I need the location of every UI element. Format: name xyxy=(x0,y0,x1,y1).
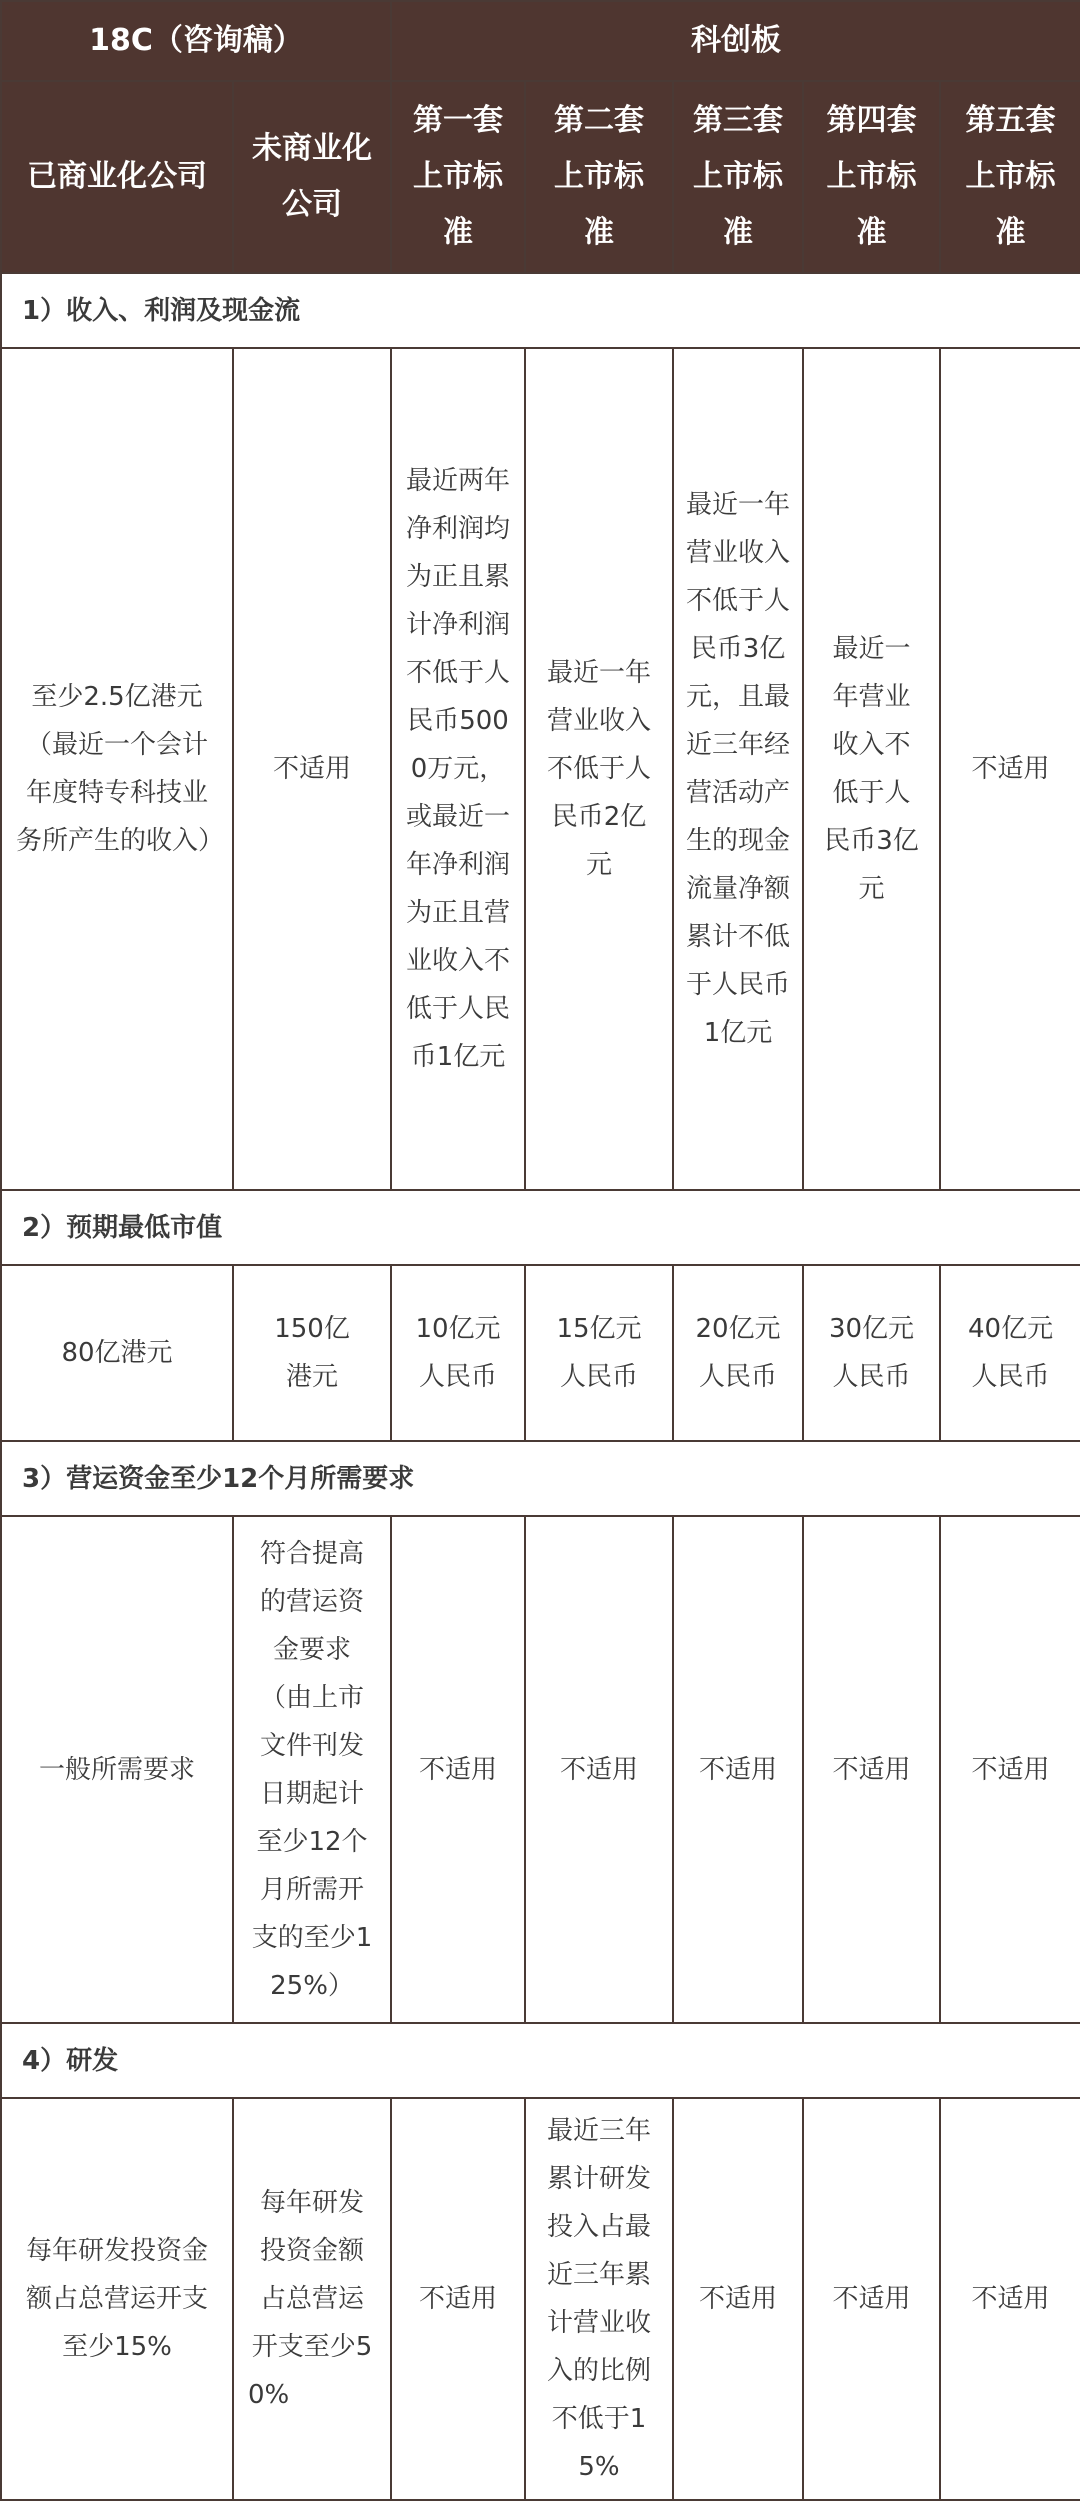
header-standard-2: 第二套上市标准 xyxy=(525,81,673,273)
cell-wc-commercial: 一般所需要求 xyxy=(1,1516,233,2023)
cell-wc-std1: 不适用 xyxy=(391,1516,525,2023)
section-row-market-cap xyxy=(1,1190,1080,1265)
cell-income-commercial: 至少2.5亿港元（最近一个会计年度特专科技业务所产生的收入） xyxy=(1,348,233,1190)
header-standard-4: 第四套上市标准 xyxy=(803,81,940,273)
cell-wc-std4: 不适用 xyxy=(803,1516,940,2023)
table-row-market-cap xyxy=(1,1265,1080,1441)
cell-income-precommercial: 不适用 xyxy=(233,348,391,1190)
cell-rd-std1: 不适用 xyxy=(391,2098,525,2500)
header-group-row xyxy=(1,1,1080,81)
section-title-rd: 4）研发 xyxy=(1,2023,1080,2098)
cell-income-std2: 最近一年营业收入不低于人民币2亿元 xyxy=(525,348,673,1190)
cell-rd-std3: 不适用 xyxy=(673,2098,803,2500)
cell-income-std3: 最近一年营业收入不低于人民币3亿元，且最近三年经营活动产生的现金流量净额累计不低于人民币1亿元 xyxy=(673,348,803,1190)
cell-income-std4: 最近一年营业收入不低于人民币3亿元 xyxy=(803,348,940,1190)
section-title-income: 1）收入、利润及现金流 xyxy=(1,273,1080,348)
cell-rd-std5: 不适用 xyxy=(940,2098,1080,2500)
table-row-rd xyxy=(1,2098,1080,2500)
table-row-income xyxy=(1,348,1080,1190)
header-standard-3: 第三套上市标准 xyxy=(673,81,803,273)
cell-rd-commercial: 每年研发投资金额占总营运开支至少15% xyxy=(1,2098,233,2500)
cell-cap-commercial: 80亿港元 xyxy=(1,1265,233,1441)
header-standard-5: 第五套上市标准 xyxy=(940,81,1080,273)
cell-income-std5: 不适用 xyxy=(940,348,1080,1190)
cell-wc-std3: 不适用 xyxy=(673,1516,803,2023)
header-commercial: 已商业化公司 xyxy=(1,81,233,273)
section-title-working-capital: 3）营运资金至少12个月所需要求 xyxy=(1,1441,1080,1516)
cell-rd-precommercial: 每年研发投资金额占总营运开支至少50% xyxy=(233,2098,391,2500)
section-row-rd xyxy=(1,2023,1080,2098)
header-precommercial: 未商业化公司 xyxy=(233,81,391,273)
cell-wc-std5: 不适用 xyxy=(940,1516,1080,2023)
cell-wc-precommercial: 符合提高的营运资金要求（由上市文件刊发日期起计至少12个月所需开支的至少125%） xyxy=(233,1516,391,2023)
cell-cap-precommercial: 150亿港元 xyxy=(233,1265,391,1441)
cell-cap-std3: 20亿元人民币 xyxy=(673,1265,803,1441)
cell-cap-std4: 30亿元人民币 xyxy=(803,1265,940,1441)
section-row-income xyxy=(1,273,1080,348)
section-row-working-capital xyxy=(1,1441,1080,1516)
section-title-market-cap: 2）预期最低市值 xyxy=(1,1190,1080,1265)
header-standard-1: 第一套上市标准 xyxy=(391,81,525,273)
header-18c: 18C（咨询稿） xyxy=(1,1,391,81)
table-row-working-capital xyxy=(1,1516,1080,2023)
cell-income-std1: 最近两年净利润均为正且累计净利润不低于人民币5000万元，或最近一年净利润为正且营业收入不低于人民币1亿元 xyxy=(391,348,525,1190)
cell-cap-std5: 40亿元人民币 xyxy=(940,1265,1080,1441)
cell-cap-std2: 15亿元人民币 xyxy=(525,1265,673,1441)
header-star-market: 科创板 xyxy=(391,1,1080,81)
cell-cap-std1: 10亿元人民币 xyxy=(391,1265,525,1441)
cell-rd-std4: 不适用 xyxy=(803,2098,940,2500)
cell-wc-std2: 不适用 xyxy=(525,1516,673,2023)
header-column-row xyxy=(1,81,1080,273)
cell-rd-std2: 最近三年累计研发投入占最近三年累计营业收入的比例不低于15% xyxy=(525,2098,673,2500)
